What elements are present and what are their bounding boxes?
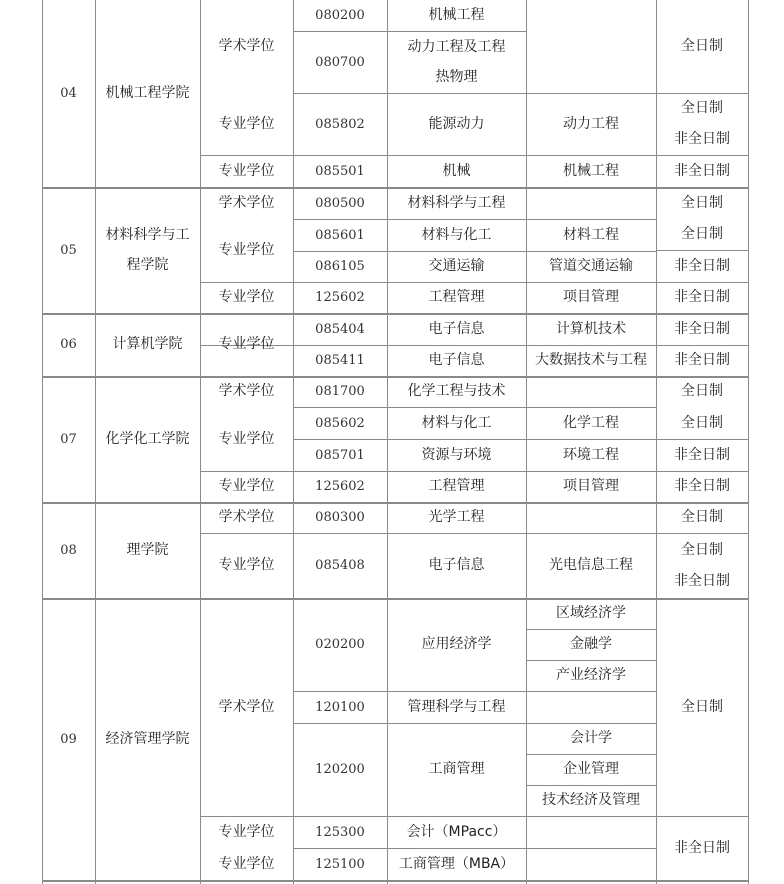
sub-field xyxy=(526,785,656,816)
sub-field xyxy=(526,660,656,691)
degree-type xyxy=(200,313,293,376)
cell-text: 非全日制 xyxy=(674,162,730,179)
cell-text: 专业学位 xyxy=(218,336,275,352)
research-field xyxy=(526,155,656,187)
cell-text: 光学工程 xyxy=(428,509,485,525)
cell-text: 机械 xyxy=(442,162,471,179)
cell-text: 专业学位 xyxy=(218,823,275,840)
program-code xyxy=(293,187,387,219)
cell-text: 管理科学与工程 xyxy=(407,698,506,715)
cell-text: 理学院 xyxy=(126,541,169,558)
degree-type xyxy=(200,93,293,155)
degree-type xyxy=(200,282,293,313)
program-name xyxy=(387,816,526,848)
program-name xyxy=(387,282,526,313)
program-code xyxy=(293,93,387,155)
study-mode xyxy=(656,439,748,471)
study-mode xyxy=(656,250,748,282)
cell-text: 080200 xyxy=(315,8,365,23)
cell-text: 020200 xyxy=(315,637,365,652)
sub-field xyxy=(526,723,656,754)
cell-text: 环境工程 xyxy=(563,446,619,463)
cell-text: 专业学位 xyxy=(218,855,275,872)
degree-type xyxy=(200,816,293,848)
cell-text: 学术学位 xyxy=(218,383,275,399)
cell-text: 非全日制 xyxy=(674,478,730,494)
cell-text: 会计（MPacc） xyxy=(406,823,507,840)
cell-text: 全日制 xyxy=(681,194,723,211)
degree-type xyxy=(200,376,293,407)
degree-type xyxy=(200,155,293,187)
cell-text: 专业学位 xyxy=(218,289,275,305)
cell-text: 计算机学院 xyxy=(112,336,183,352)
degree-type xyxy=(200,0,293,93)
research-field xyxy=(526,93,656,155)
research-field xyxy=(526,219,656,251)
cell-text: 非全日制 xyxy=(674,839,730,856)
program-code xyxy=(293,313,387,345)
program-code xyxy=(293,219,387,251)
program-name xyxy=(387,0,526,31)
cell-text: 085701 xyxy=(315,447,365,463)
research-field xyxy=(526,471,656,502)
cell-text: 085411 xyxy=(315,353,365,368)
cell-text: 085404 xyxy=(315,321,365,337)
study-mode xyxy=(656,313,748,345)
program-code xyxy=(293,691,387,723)
program-code xyxy=(293,439,387,471)
study-mode xyxy=(656,471,748,502)
program-code xyxy=(293,155,387,187)
cell-text: 管道交通运输 xyxy=(549,258,633,274)
degree-type xyxy=(200,187,293,219)
cell-text: 材料科学与工程 xyxy=(407,194,506,211)
sub-field xyxy=(526,629,656,660)
cell-text: 非全日制 xyxy=(674,446,730,463)
cell-text: 06 xyxy=(60,337,77,352)
cell-text: 09 xyxy=(60,731,77,747)
study-mode xyxy=(656,187,748,219)
cell-text: 专业学位 xyxy=(218,557,275,573)
program-code xyxy=(293,376,387,407)
program-name xyxy=(387,502,526,533)
program-name xyxy=(387,471,526,502)
cell-text: 085408 xyxy=(315,558,365,573)
cell-text: 机械工程 xyxy=(428,7,485,23)
research-field xyxy=(526,345,656,376)
cell-text: 086105 xyxy=(315,259,365,274)
cell-text: 非全日制 xyxy=(674,289,730,305)
cell-text: 125100 xyxy=(315,856,365,872)
program-code xyxy=(293,533,387,598)
cell-text: 学术学位 xyxy=(218,698,275,715)
program-code xyxy=(293,251,387,282)
cell-text: 化学化工学院 xyxy=(105,430,190,447)
program-name xyxy=(387,407,526,439)
cell-text: 专业学位 xyxy=(218,115,275,132)
program-code xyxy=(293,723,387,816)
research-field xyxy=(526,251,656,282)
program-code xyxy=(293,31,387,93)
group-number xyxy=(42,187,95,313)
cell-text: 学术学位 xyxy=(218,509,275,525)
cell-text: 04 xyxy=(60,86,77,101)
cell-text: 电子信息 xyxy=(428,320,485,337)
program-code xyxy=(293,407,387,439)
college-name xyxy=(95,598,200,880)
study-mode xyxy=(656,407,748,439)
degree-type xyxy=(200,407,293,471)
cell-text: 材料与化工 xyxy=(421,414,492,431)
program-name xyxy=(387,533,526,598)
program-code xyxy=(293,598,387,691)
cell-text: 能源动力 xyxy=(428,115,485,132)
cell-text: 计算机技术 xyxy=(556,320,626,337)
cell-text: 学术学位 xyxy=(218,38,275,54)
cell-text: 非全日制 xyxy=(674,131,730,147)
cell-text: 电子信息 xyxy=(428,557,485,573)
program-code xyxy=(293,471,387,502)
study-mode xyxy=(656,93,748,155)
cell-text: 080500 xyxy=(315,195,365,211)
group-number xyxy=(42,0,95,187)
cell-text: 产业经济学 xyxy=(556,667,626,683)
program-name xyxy=(387,219,526,251)
cell-text: 全日制 xyxy=(681,541,723,558)
table-rule xyxy=(748,0,749,884)
cell-text: 机械工程学院 xyxy=(105,85,190,101)
cell-text: 材料与化工 xyxy=(421,226,492,243)
cell-text: 07 xyxy=(60,431,77,447)
research-field xyxy=(526,313,656,345)
college-name xyxy=(95,502,200,598)
cell-text: 工商管理（MBA） xyxy=(398,855,515,872)
research-field xyxy=(526,282,656,313)
program-name xyxy=(387,345,526,376)
cell-text: 机械工程 xyxy=(563,162,619,179)
college-name xyxy=(95,376,200,502)
study-mode xyxy=(656,282,748,313)
program-name xyxy=(387,251,526,282)
program-code xyxy=(293,816,387,848)
cell-text: 085601 xyxy=(315,227,365,243)
cell-text: 081700 xyxy=(315,384,365,399)
college-name: 材料科学与工 程学院 xyxy=(105,227,190,273)
cell-text: 非全日制 xyxy=(674,352,730,368)
group-number xyxy=(42,502,95,598)
cell-text: 125300 xyxy=(315,824,365,840)
cell-text: 全日制 xyxy=(681,226,723,242)
group-number xyxy=(42,376,95,502)
program-name xyxy=(387,313,526,345)
cell-text: 应用经济学 xyxy=(421,636,492,652)
degree-type xyxy=(200,502,293,533)
program-name xyxy=(387,723,526,816)
cell-text: 全日制 xyxy=(681,414,723,431)
cell-text: 化学工程 xyxy=(563,414,619,431)
sub-field xyxy=(526,598,656,629)
study-mode xyxy=(656,816,748,880)
cell-text: 全日制 xyxy=(681,38,723,54)
cell-text: 企业管理 xyxy=(563,761,619,777)
program-name xyxy=(387,93,526,155)
program-name xyxy=(387,155,526,187)
cell-text: 专业学位 xyxy=(218,242,275,258)
degree-type xyxy=(200,219,293,282)
program-code xyxy=(293,848,387,880)
cell-text: 专业学位 xyxy=(218,478,275,494)
cell-text: 专业学位 xyxy=(218,430,275,447)
college-name xyxy=(95,313,200,376)
cell-text: 资源与环境 xyxy=(421,446,492,463)
cell-text: 非全日制 xyxy=(674,572,730,589)
study-mode xyxy=(656,598,748,816)
cell-text: 全日制 xyxy=(681,509,723,525)
program-code xyxy=(293,282,387,313)
cell-text: 非全日制 xyxy=(674,320,730,337)
cell-text: 120200 xyxy=(315,762,365,777)
cell-text: 会计学 xyxy=(570,730,612,746)
program-name xyxy=(387,598,526,691)
cell-text: 电子信息 xyxy=(428,352,485,368)
cell-text: 08 xyxy=(60,542,77,558)
cell-text: 化学工程与技术 xyxy=(407,383,506,399)
cell-text: 光电信息工程 xyxy=(549,557,633,573)
program-name xyxy=(387,376,526,407)
cell-text: 全日制 xyxy=(681,100,723,116)
cell-text: 工商管理 xyxy=(428,761,485,777)
cell-text: 085602 xyxy=(315,415,365,431)
program-code xyxy=(293,502,387,533)
cell-text: 区域经济学 xyxy=(556,605,626,621)
sub-field xyxy=(526,754,656,785)
cell-text: 动力工程 xyxy=(563,115,619,132)
cell-text: 项目管理 xyxy=(563,289,619,305)
cell-text: 非全日制 xyxy=(674,257,730,274)
cell-text: 085501 xyxy=(315,163,365,179)
group-number xyxy=(42,598,95,880)
cell-text: 全日制 xyxy=(681,698,723,715)
program-code xyxy=(293,345,387,376)
cell-text: 125602 xyxy=(315,290,365,305)
study-mode xyxy=(656,502,748,533)
group-number xyxy=(42,313,95,376)
research-field xyxy=(526,407,656,439)
cell-text: 材料工程 xyxy=(563,226,619,243)
cell-text: 120100 xyxy=(315,699,365,715)
cell-text: 080700 xyxy=(315,54,365,70)
cell-text: 全日制 xyxy=(681,383,723,399)
study-mode xyxy=(656,376,748,407)
cell-text: 学术学位 xyxy=(218,194,275,211)
degree-type xyxy=(200,598,293,816)
college-name xyxy=(95,0,200,187)
study-mode xyxy=(656,0,748,93)
cell-text: 工程管理 xyxy=(428,478,485,494)
program-name xyxy=(387,848,526,880)
study-mode xyxy=(656,345,748,376)
cell-text: 金融学 xyxy=(570,636,612,652)
cell-text: 经济管理学院 xyxy=(105,730,190,747)
cell-text: 专业学位 xyxy=(218,162,275,179)
cell-text: 工程管理 xyxy=(428,289,485,305)
cell-text: 大数据技术与工程 xyxy=(535,352,647,368)
program-name xyxy=(387,691,526,723)
degree-type xyxy=(200,471,293,502)
cell-text: 项目管理 xyxy=(563,478,619,494)
program-name xyxy=(387,439,526,471)
cell-text: 交通运输 xyxy=(428,258,485,274)
cell-text: 080300 xyxy=(315,510,365,525)
study-mode xyxy=(656,219,748,250)
research-field xyxy=(526,533,656,598)
degree-type xyxy=(200,848,293,880)
program-code xyxy=(293,0,387,31)
program-name: 动力工程及工程 热物理 xyxy=(407,39,506,85)
study-mode xyxy=(656,533,748,598)
cell-text: 技术经济及管理 xyxy=(542,792,640,808)
cell-text: 125602 xyxy=(315,479,365,494)
cell-text: 05 xyxy=(60,242,77,258)
program-name xyxy=(387,187,526,219)
cell-text: 085802 xyxy=(315,116,365,132)
study-mode xyxy=(656,155,748,187)
degree-type xyxy=(200,533,293,598)
research-field xyxy=(526,439,656,471)
